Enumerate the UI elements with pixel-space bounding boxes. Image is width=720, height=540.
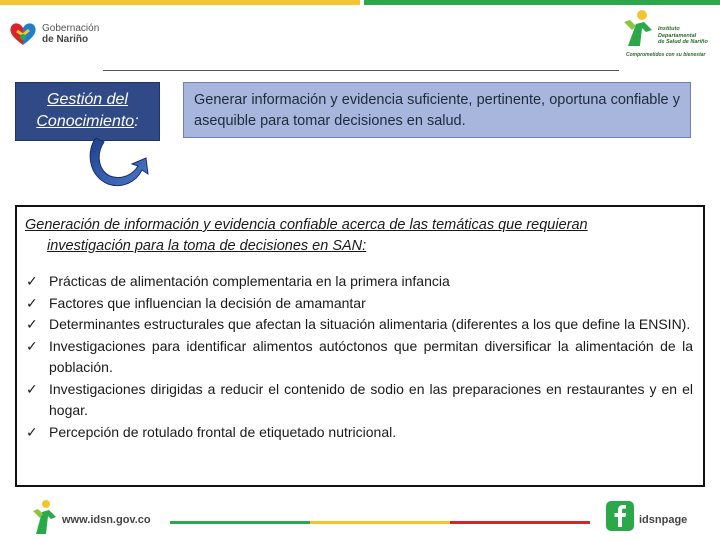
list-item-text: Percepción de rotulado frontal de etiquetado nutricional. [49,423,397,440]
list-item [25,336,693,379]
top-bar-green [364,0,720,5]
heart-logo-icon [8,21,38,47]
main-heading [25,215,693,257]
list-item [25,379,693,422]
checkmark-icon: ✓ [26,337,38,354]
list-item-text: Investigaciones para identificar alimentos autóctonos que permitan diversificar la alimentación de la población. [49,337,693,375]
idsn-logo-icon [32,498,58,536]
list-item [25,422,693,444]
header-divider [103,70,619,71]
checkmark-icon: ✓ [26,380,38,397]
list-item [25,271,693,293]
checkmark-icon: ✓ [26,316,38,332]
footer-line-red [450,521,590,524]
gobernacion-logo [8,18,118,50]
top-color-bar [0,0,720,5]
idsn-logo [622,8,716,58]
section-label-box [15,82,160,141]
footer-website-link[interactable]: www.idsn.gov.co [62,514,151,526]
footer-facebook-link[interactable]: idsnpage [639,514,688,526]
footer-line-green [170,521,310,524]
checkmark-icon: ✓ [26,423,38,440]
main-heading-line2: investigación para la toma de decisiones en SAN: [47,238,367,254]
left-logo-line1: Gobernación [42,23,100,34]
list-item [25,293,693,315]
right-logo-line3: de Salud de Nariño [658,39,708,45]
right-logo-line1: Instituto [658,26,680,32]
idsn-figure-icon [622,8,658,48]
section-label [16,83,159,133]
facebook-icon[interactable] [606,501,634,531]
top-bar-yellow [0,0,360,5]
list-item [25,314,693,336]
list-item-text: Determinantes estructurales que afectan la situación alimentaria (diferentes a los que define la ENSIN). [49,316,691,332]
definition-text: Generar información y evidencia suficiente, pertinente, oportuna confiable y asequible para tomar decisiones en salud. [194,92,680,129]
left-logo-line2: de Nariño [42,34,89,45]
curved-arrow-icon [82,136,152,190]
section-label-part2: Conocimiento [36,113,135,130]
main-content-box [15,205,705,487]
right-logo-tagline: Comprometidos con su bienestar [626,52,706,58]
definition-box [183,82,691,138]
section-label-colon: : [134,113,139,130]
footer-color-line [170,521,590,524]
checkmark-icon: ✓ [26,294,38,311]
right-logo-line2: Departamental [658,32,697,39]
research-topic-list [25,271,693,443]
main-heading-line1: Generación de información y evidencia confiable acerca de las temáticas que requieran [25,217,588,233]
list-item-text: Prácticas de alimentación complementaria en la primera infancia [49,273,450,289]
checkmark-icon: ✓ [26,273,38,289]
footer-line-yellow [310,521,450,524]
list-item-text: Factores que influencian la decisión de amamantar [49,294,366,311]
section-label-part1: Gestión del [47,91,128,108]
list-item-text: Investigaciones dirigidas a reducir el contenido de sodio en las preparaciones en restaurantes y en el hogar. [49,380,693,418]
